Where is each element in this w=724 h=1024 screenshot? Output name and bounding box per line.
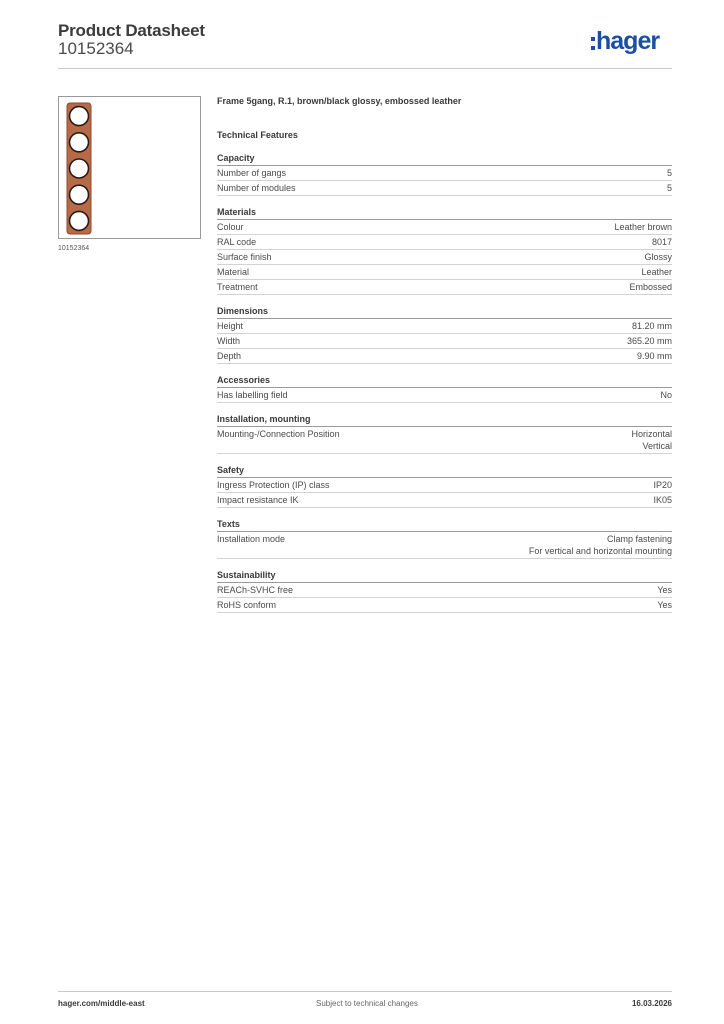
spec-value: [652, 236, 672, 248]
header-divider: [58, 68, 672, 69]
spec-value: [627, 335, 672, 347]
logo-colon-icon: [591, 37, 595, 50]
technical-features-heading: Technical Features: [217, 130, 298, 140]
spec-row: [217, 250, 672, 265]
spec-label: Depth: [217, 351, 242, 361]
spec-label: Number of modules: [217, 183, 296, 193]
spec-label: Has labelling field: [217, 390, 288, 400]
spec-value: [657, 599, 672, 611]
frame-opening: [70, 159, 89, 178]
spec-value-line: IP20: [653, 480, 672, 490]
frame-opening: [70, 211, 89, 230]
spec-value-line: Leather: [641, 267, 672, 277]
section-title: Installation, mounting: [217, 413, 672, 427]
spec-row: [217, 493, 672, 508]
spec-value-line: IK05: [653, 495, 672, 505]
spec-value: [529, 533, 672, 557]
spec-value: [641, 266, 672, 278]
spec-value: [653, 494, 672, 506]
spec-label: Mounting-/Connection Position: [217, 429, 340, 439]
spec-label: Number of gangs: [217, 168, 287, 178]
spec-row: [217, 235, 672, 250]
spec-label: Impact resistance IK: [217, 495, 299, 505]
footer-divider: [58, 991, 672, 992]
frame-opening: [70, 185, 89, 204]
spec-row: [217, 388, 672, 403]
logo-text: hager: [596, 26, 660, 55]
spec-value: [631, 428, 672, 452]
spec-row: [217, 280, 672, 295]
section-materials: [217, 206, 672, 295]
spec-label: RAL code: [217, 237, 257, 247]
spec-row: [217, 220, 672, 235]
spec-label: Ingress Protection (IP) class: [217, 480, 330, 490]
spec-row: [217, 349, 672, 364]
spec-row: [217, 532, 672, 559]
spec-value-line: 5: [666, 183, 672, 193]
spec-value-line: No: [660, 390, 672, 400]
spec-value: [614, 221, 672, 233]
spec-label: Material: [217, 267, 250, 277]
spec-value-line: Embossed: [629, 282, 672, 292]
spec-value: [667, 167, 672, 179]
spec-label: Treatment: [217, 282, 258, 292]
spec-value-line: Glossy: [644, 252, 672, 262]
section-title: Texts: [217, 518, 672, 532]
spec-row: [217, 319, 672, 334]
spec-value-line: Yes: [657, 585, 672, 595]
footer-date: 16.03.2026: [631, 999, 672, 1008]
product-description: Frame 5gang, R.1, brown/black glossy, embossed leather: [217, 96, 462, 106]
spec-value-line: Leather brown: [614, 222, 672, 232]
spec-row: [217, 166, 672, 181]
spec-value: [632, 320, 672, 332]
spec-value-line: 8017: [651, 237, 672, 247]
section-accessories: [217, 374, 672, 403]
spec-label: Surface finish: [217, 252, 272, 262]
spec-row: [217, 583, 672, 598]
spec-sections: [217, 152, 672, 613]
spec-value-line: Horizontal: [631, 429, 672, 439]
spec-row: [217, 427, 672, 454]
spec-row: [217, 334, 672, 349]
article-number: 10152364: [58, 39, 134, 58]
footer-website: hager.com/middle-east: [58, 999, 145, 1008]
spec-label: Width: [217, 336, 241, 346]
spec-value-line: 81.20 mm: [631, 321, 672, 331]
footer-notice: Subject to technical changes: [316, 999, 418, 1008]
spec-label: Height: [217, 321, 244, 331]
section-title: Dimensions: [217, 305, 672, 319]
spec-label: RoHS conform: [217, 600, 277, 610]
spec-value-line: 365.20 mm: [626, 336, 672, 346]
section-title: Accessories: [217, 374, 672, 388]
section-installation-mounting: [217, 413, 672, 454]
section-texts: [217, 518, 672, 559]
spec-row: [217, 598, 672, 613]
spec-row: [217, 265, 672, 280]
frame-opening: [70, 107, 89, 126]
section-title: Safety: [217, 464, 672, 478]
spec-value: [667, 182, 672, 194]
section-title: Materials: [217, 206, 672, 220]
spec-value: [637, 350, 672, 362]
section-title: Sustainability: [217, 569, 672, 583]
spec-value-line: Vertical: [642, 441, 672, 451]
spec-label: REACh-SVHC free: [217, 585, 294, 595]
image-caption: 10152364: [58, 245, 90, 252]
frame-opening: [70, 133, 89, 152]
section-safety: [217, 464, 672, 508]
spec-value: [657, 584, 672, 596]
section-dimensions: [217, 305, 672, 364]
spec-value: [644, 251, 672, 263]
spec-value: [629, 281, 672, 293]
spec-row: [217, 478, 672, 493]
spec-value-line: 9.90 mm: [636, 351, 672, 361]
hager-logo: [591, 27, 659, 55]
spec-value-line: Yes: [657, 600, 672, 610]
spec-value-line: 5: [666, 168, 672, 178]
spec-value: [653, 479, 672, 491]
spec-value-line: For vertical and horizontal mounting: [528, 546, 672, 556]
section-title: Capacity: [217, 152, 672, 166]
spec-row: [217, 181, 672, 196]
datasheet-content: [217, 94, 672, 613]
spec-value-line: Clamp fastening: [606, 534, 672, 544]
spec-value: [660, 389, 672, 401]
spec-label: Colour: [217, 222, 244, 232]
page-title: Product Datasheet: [58, 21, 205, 40]
spec-label: Installation mode: [217, 534, 286, 544]
product-image: [58, 96, 201, 239]
frame-product-icon: [59, 97, 202, 240]
section-sustainability: [217, 569, 672, 613]
section-capacity: [217, 152, 672, 196]
